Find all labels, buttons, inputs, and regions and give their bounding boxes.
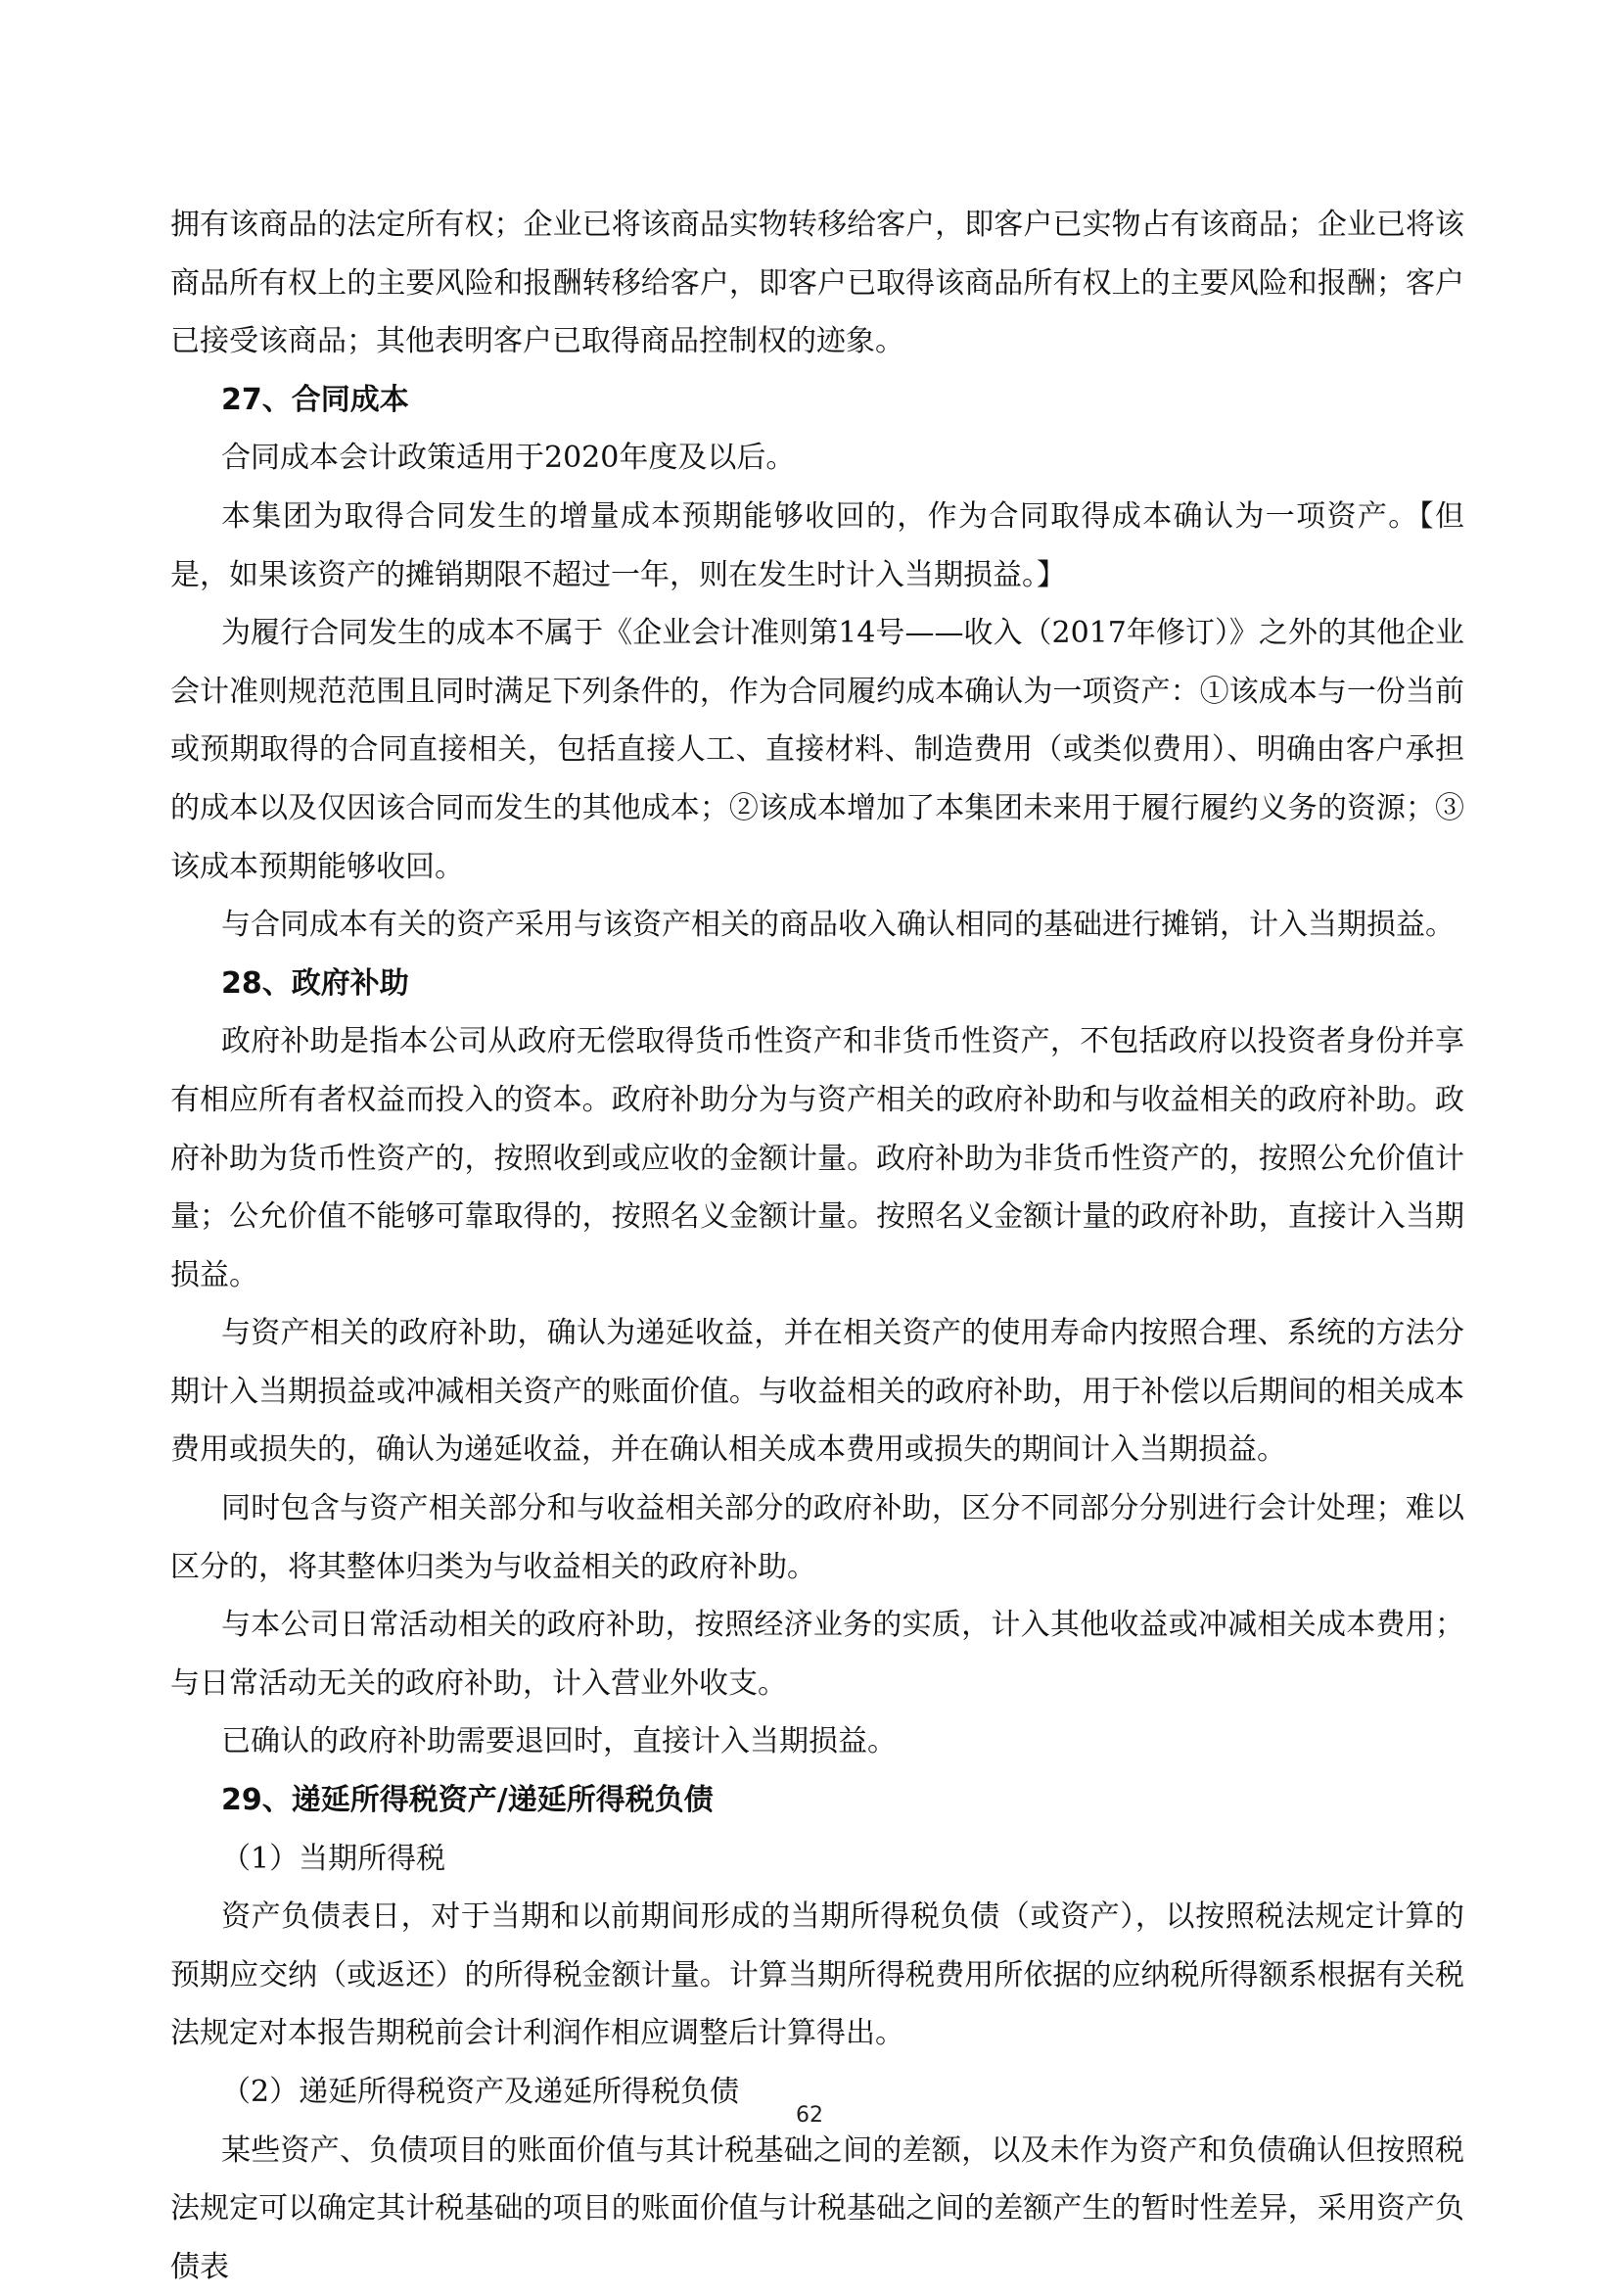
paragraph-daily-activity-grants: 与本公司日常活动相关的政府补助，按照经济业务的实质，计入其他收益或冲减相关成本费用；与日常活动无关的政府补助，计入营业外收支。 <box>170 1608 1464 1701</box>
paragraph-contract-cost-amortization: 与合同成本有关的资产采用与该资产相关的商品收入确认相同的基础进行摊销，计入当期损益。 <box>221 908 1455 943</box>
subheading-deferred-tax-assets-liabilities: （2）递延所得税资产及递延所得税负债 <box>221 2075 740 2109</box>
page-number: 62 <box>796 2103 823 2128</box>
paragraph-government-grant-definition: 政府补助是指本公司从政府无偿取得货币性资产和非货币性资产，不包括政府以投资者身份并享有相应所有者权益而投入的资本。政府补助分为与资产相关的政府补助和与收益相关的政府补助。政府补助为货币性资产的，按照收到或应收的金额计量。政府补助为非货币性资产的，按照公允价值计量；公允价值不能够可靠取得的，按照名义金额计量。按照名义金额计量的政府补助，直接计入当期损益。 <box>170 1024 1464 1292</box>
paragraph-temporary-differences: 某些资产、负债项目的账面价值与其计税基础之间的差额，以及未作为资产和负债确认但按照税法规定可以确定其计税基础的项目的账面价值与计税基础之间的差额产生的暂时性差异，采用资产负债表 <box>170 2132 1464 2284</box>
paragraph-mixed-grants: 同时包含与资产相关部分和与收益相关部分的政府补助，区分不同部分分别进行会计处理；难以区分的，将其整体归类为与收益相关的政府补助。 <box>170 1491 1464 1584</box>
subheading-current-income-tax: （1）当期所得税 <box>221 1841 446 1876</box>
document-body <box>170 196 1464 2296</box>
paragraph-contract-fulfillment-cost: 为履行合同发生的成本不属于《企业会计准则第14号——收入（2017年修订）》之外的其他企业会计准则规范范围且同时满足下列条件的，作为合同履约成本确认为一项资产：①该成本与一份当前或预期取得的合同直接相关，包括直接人工、直接材料、制造费用（或类似费用）、明确由客户承担的成本以及仅因该合同而发生的其他成本；②该成本增加了本集团未来用于履行履约义务的资源；③该成本预期能够收回。 <box>170 616 1464 884</box>
paragraph-contract-cost-policy-scope: 合同成本会计政策适用于2020年度及以后。 <box>221 441 796 476</box>
paragraph-revenue-control-indicators: 拥有该商品的法定所有权；企业已将该商品实物转移给客户，即客户已实物占有该商品；企业已将该商品所有权上的主要风险和报酬转移给客户，即客户已取得该商品所有权上的主要风险和报酬；客户已接受该商品；其他表明客户已取得商品控制权的迹象。 <box>170 208 1464 359</box>
paragraph-grant-refund: 已确认的政府补助需要退回时，直接计入当期损益。 <box>221 1724 897 1759</box>
paragraph-contract-acquisition-cost: 本集团为取得合同发生的增量成本预期能够收回的，作为合同取得成本确认为一项资产。【但是，如果该资产的摊销期限不超过一年，则在发生时计入当期损益。】 <box>170 498 1464 592</box>
paragraph-current-income-tax: 资产负债表日，对于当期和以前期间形成的当期所得税负债（或资产），以按照税法规定计算的预期应交纳（或返还）的所得税金额计量。计算当期所得税费用所依据的应纳税所得额系根据有关税法规定对本报告期税前会计利润作相应调整后计算得出。 <box>170 1899 1464 2051</box>
section-heading-contract-costs: 27、合同成本 <box>221 382 409 417</box>
section-heading-deferred-tax: 29、递延所得税资产/递延所得税负债 <box>221 1783 714 1818</box>
section-heading-government-grants: 28、政府补助 <box>221 965 409 1001</box>
paragraph-asset-related-grants: 与资产相关的政府补助，确认为递延收益，并在相关资产的使用寿命内按照合理、系统的方法分期计入当期损益或冲减相关资产的账面价值。与收益相关的政府补助，用于补偿以后期间的相关成本费用或损失的，确认为递延收益，并在确认相关成本费用或损失的期间计入当期损益。 <box>170 1316 1464 1468</box>
